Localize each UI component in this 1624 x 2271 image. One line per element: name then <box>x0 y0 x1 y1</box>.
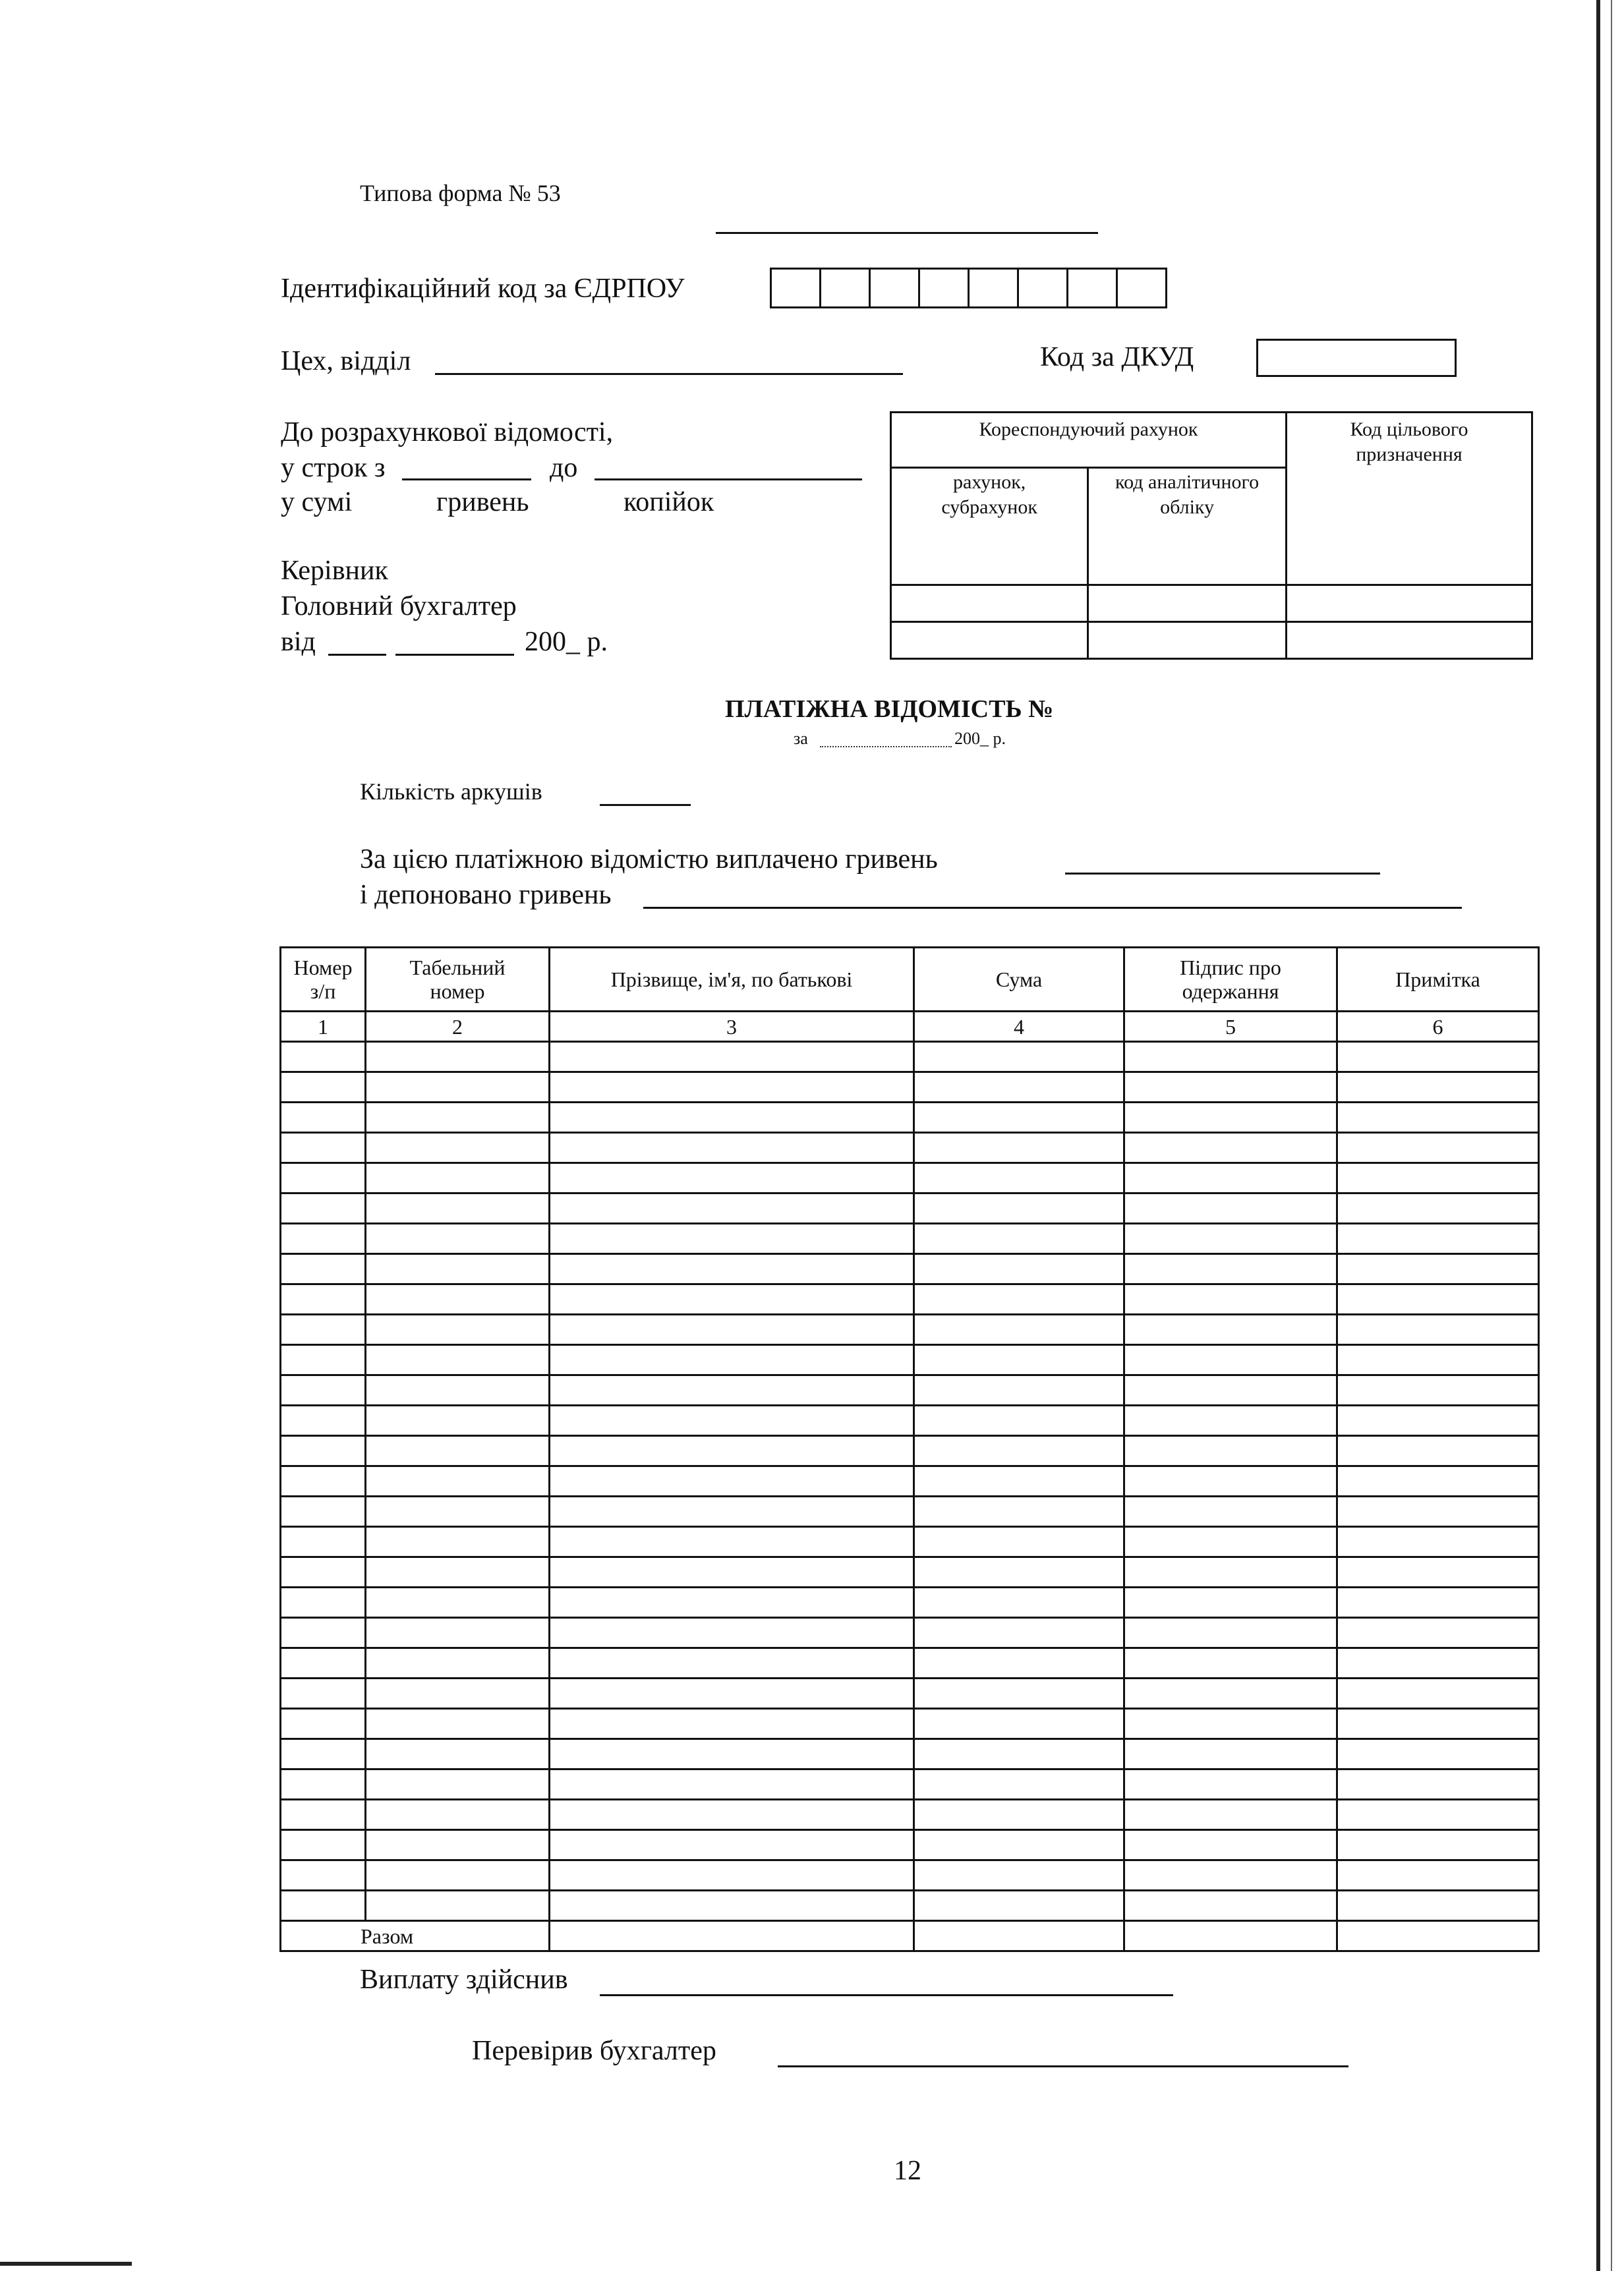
table-cell[interactable] <box>281 1315 366 1345</box>
table-cell[interactable] <box>1124 1739 1337 1769</box>
table-row <box>281 1193 1539 1224</box>
table-cell[interactable] <box>366 1830 550 1860</box>
paid-amount-field[interactable] <box>1065 873 1380 875</box>
table-cell[interactable] <box>281 1830 366 1860</box>
table-cell[interactable] <box>1337 1648 1539 1679</box>
col-num-2: 2 <box>366 1012 550 1042</box>
table-row <box>281 1648 1539 1679</box>
chief-accountant-label: Головний бухгалтер <box>281 591 517 621</box>
table-cell[interactable] <box>914 1648 1124 1679</box>
table-cell[interactable] <box>281 1436 366 1466</box>
table-row <box>281 1406 1539 1436</box>
table-cell[interactable] <box>1337 1497 1539 1527</box>
header-number: Номер з/п <box>281 948 366 1012</box>
table-cell[interactable] <box>1124 1436 1337 1466</box>
table-cell[interactable] <box>281 1769 366 1800</box>
table-cell[interactable] <box>366 1648 550 1679</box>
corr-cell[interactable] <box>1286 585 1532 622</box>
edrpou-code-boxes[interactable] <box>770 268 1167 308</box>
table-cell[interactable] <box>1337 1769 1539 1800</box>
table-cell[interactable] <box>1124 1769 1337 1800</box>
table-cell[interactable] <box>914 1406 1124 1436</box>
header-signature: Підпис про одержання <box>1124 948 1337 1012</box>
table-cell[interactable] <box>281 1557 366 1588</box>
term-to-label: до <box>550 453 578 483</box>
table-row <box>281 1072 1539 1103</box>
table-cell[interactable] <box>1337 1224 1539 1254</box>
table-cell[interactable] <box>281 1679 366 1709</box>
table-cell[interactable] <box>366 1527 550 1557</box>
table-cell[interactable] <box>1337 1436 1539 1466</box>
table-cell[interactable] <box>1337 1163 1539 1193</box>
table-cell[interactable] <box>914 1860 1124 1891</box>
scan-edge <box>1596 0 1600 2271</box>
table-row <box>281 1527 1539 1557</box>
table-cell[interactable] <box>1124 1284 1337 1315</box>
sheets-label: Кількість аркушів <box>360 778 542 805</box>
corr-cell[interactable] <box>891 622 1088 659</box>
table-cell[interactable] <box>366 1284 550 1315</box>
table-cell[interactable] <box>550 1679 914 1709</box>
table-row <box>281 1830 1539 1860</box>
col-num-6: 6 <box>1337 1012 1539 1042</box>
table-cell[interactable] <box>1337 1891 1539 1921</box>
paid-by-label: Виплату здійснив <box>360 1965 568 1995</box>
table-row <box>281 1042 1539 1072</box>
table-cell[interactable] <box>1124 1891 1337 1921</box>
table-cell[interactable] <box>914 1163 1124 1193</box>
table-cell[interactable] <box>366 1103 550 1133</box>
table-cell[interactable] <box>550 1254 914 1284</box>
table-cell[interactable] <box>1337 1588 1539 1618</box>
title-year: 200_ р. <box>954 729 1006 748</box>
table-cell[interactable] <box>550 1830 914 1860</box>
analytic-code-header: код аналітичного обліку <box>1088 468 1287 585</box>
sum-prefix: у сумі <box>281 487 353 517</box>
table-cell[interactable] <box>914 1042 1124 1072</box>
table-cell[interactable] <box>1124 1406 1337 1436</box>
table-row <box>281 1254 1539 1284</box>
table-cell[interactable] <box>550 1133 914 1163</box>
table-cell[interactable] <box>366 1375 550 1406</box>
table-cell[interactable] <box>1124 1557 1337 1588</box>
document-title: ПЛАТІЖНА ВІДОМІСТЬ № <box>725 695 1054 723</box>
table-cell[interactable] <box>281 1739 366 1769</box>
table-cell[interactable] <box>550 1648 914 1679</box>
checked-by-label: Перевірив бухгалтер <box>472 2036 716 2066</box>
col-num-5: 5 <box>1124 1012 1337 1042</box>
table-cell[interactable] <box>281 1345 366 1375</box>
table-cell[interactable] <box>1124 1163 1337 1193</box>
table-cell[interactable] <box>914 1254 1124 1284</box>
table-cell[interactable] <box>366 1769 550 1800</box>
table-cell[interactable] <box>1337 1739 1539 1769</box>
table-body <box>281 1042 1539 1921</box>
table-row <box>281 1588 1539 1618</box>
table-cell[interactable] <box>366 1254 550 1284</box>
deposited-label: і депоновано гривень <box>360 880 612 910</box>
table-cell[interactable] <box>281 1042 366 1072</box>
table-header-row <box>281 948 1539 1012</box>
target-code-header: Код цільового призначення <box>1286 413 1532 585</box>
table-cell[interactable] <box>550 1406 914 1436</box>
scan-bottom-mark <box>0 2262 132 2266</box>
table-cell[interactable] <box>914 1466 1124 1497</box>
table-cell[interactable] <box>914 1769 1124 1800</box>
hryvnia-label: гривень <box>436 487 529 517</box>
table-row <box>281 1497 1539 1527</box>
table-cell[interactable] <box>550 1375 914 1406</box>
table-cell[interactable] <box>914 1497 1124 1527</box>
table-cell[interactable] <box>366 1436 550 1466</box>
table-cell[interactable] <box>366 1618 550 1648</box>
total-sum-cell[interactable] <box>914 1921 1124 1951</box>
table-row <box>281 1800 1539 1830</box>
table-cell[interactable] <box>281 1860 366 1891</box>
dept-label: Цех, відділ <box>281 346 411 376</box>
table-cell[interactable] <box>550 1769 914 1800</box>
table-cell[interactable] <box>281 1466 366 1497</box>
table-row <box>281 1315 1539 1345</box>
table-cell[interactable] <box>550 1224 914 1254</box>
table-cell[interactable] <box>281 1284 366 1315</box>
corr-account-header: Кореспондуючий рахунок <box>891 413 1287 468</box>
table-cell[interactable] <box>914 1284 1124 1315</box>
table-cell[interactable] <box>914 1193 1124 1224</box>
table-cell[interactable] <box>366 1891 550 1921</box>
table-cell[interactable] <box>550 1466 914 1497</box>
column-number-row <box>281 1012 1539 1042</box>
col-num-1: 1 <box>281 1012 366 1042</box>
table-row <box>281 1891 1539 1921</box>
table-cell[interactable] <box>1124 1072 1337 1103</box>
table-cell[interactable] <box>366 1466 550 1497</box>
table-cell[interactable] <box>914 1800 1124 1830</box>
table-cell[interactable] <box>1337 1406 1539 1436</box>
table-row <box>281 1860 1539 1891</box>
edrpou-label: Ідентифікаційний код за ЄДРПОУ <box>281 273 685 304</box>
table-cell[interactable] <box>1124 1648 1337 1679</box>
table-row <box>281 1224 1539 1254</box>
table-cell[interactable] <box>281 1103 366 1133</box>
table-cell[interactable] <box>1124 1830 1337 1860</box>
table-row <box>281 1739 1539 1769</box>
table-cell[interactable] <box>281 1193 366 1224</box>
table-cell[interactable] <box>1337 1284 1539 1315</box>
table-cell[interactable] <box>550 1709 914 1739</box>
table-cell[interactable] <box>281 1709 366 1739</box>
table-cell[interactable] <box>281 1648 366 1679</box>
paid-label: За цією платіжною відомістю виплачено гривень <box>360 844 938 875</box>
total-cell[interactable] <box>1337 1921 1539 1951</box>
table-cell[interactable] <box>914 1588 1124 1618</box>
table-cell[interactable] <box>366 1679 550 1709</box>
table-cell[interactable] <box>550 1315 914 1345</box>
table-cell[interactable] <box>1337 1557 1539 1588</box>
table-cell[interactable] <box>366 1315 550 1345</box>
table-cell[interactable] <box>1124 1133 1337 1163</box>
table-cell[interactable] <box>366 1345 550 1375</box>
table-cell[interactable] <box>1337 1860 1539 1891</box>
table-cell[interactable] <box>914 1345 1124 1375</box>
deposited-amount-field[interactable] <box>643 907 1462 909</box>
table-cell[interactable] <box>914 1709 1124 1739</box>
dkud-code-box[interactable] <box>1256 339 1457 377</box>
header-note: Примітка <box>1337 948 1539 1012</box>
sheets-field[interactable] <box>600 804 691 806</box>
date-day-field[interactable] <box>328 654 386 656</box>
table-cell[interactable] <box>914 1224 1124 1254</box>
table-cell[interactable] <box>1337 1193 1539 1224</box>
table-cell[interactable] <box>1124 1618 1337 1648</box>
table-cell[interactable] <box>1337 1315 1539 1345</box>
table-cell[interactable] <box>1124 1497 1337 1527</box>
table-cell[interactable] <box>281 1800 366 1830</box>
table-cell[interactable] <box>550 1436 914 1466</box>
table-row <box>281 1163 1539 1193</box>
table-cell[interactable] <box>1124 1193 1337 1224</box>
header-sum: Сума <box>914 948 1124 1012</box>
sub-account-header: рахунок, субрахунок <box>891 468 1088 585</box>
table-cell[interactable] <box>914 1072 1124 1103</box>
table-row <box>281 1103 1539 1133</box>
table-cell[interactable] <box>914 1557 1124 1588</box>
paid-by-field[interactable] <box>600 1994 1173 1996</box>
table-cell[interactable] <box>366 1193 550 1224</box>
table-cell[interactable] <box>1124 1527 1337 1557</box>
table-cell[interactable] <box>1124 1103 1337 1133</box>
table-cell[interactable] <box>550 1618 914 1648</box>
table-cell[interactable] <box>1337 1133 1539 1163</box>
total-cell[interactable] <box>550 1921 914 1951</box>
table-row <box>281 1618 1539 1648</box>
header-full-name: Прізвище, ім'я, по батькові <box>550 948 914 1012</box>
total-row <box>281 1921 1539 1951</box>
col-num-4: 4 <box>914 1012 1124 1042</box>
table-cell[interactable] <box>914 1527 1124 1557</box>
form-number: Типова форма № 53 <box>360 180 561 206</box>
table-cell[interactable] <box>550 1800 914 1830</box>
table-cell[interactable] <box>550 1860 914 1891</box>
date-year: 200_ р. <box>525 627 608 657</box>
table-cell[interactable] <box>550 1042 914 1072</box>
table-cell[interactable] <box>914 1315 1124 1345</box>
table-cell[interactable] <box>550 1739 914 1769</box>
table-cell[interactable] <box>281 1072 366 1103</box>
table-cell[interactable] <box>366 1709 550 1739</box>
table-cell[interactable] <box>281 1588 366 1618</box>
table-row <box>281 1466 1539 1497</box>
table-cell[interactable] <box>366 1557 550 1588</box>
table-cell[interactable] <box>550 1193 914 1224</box>
total-label: Разом <box>281 1921 550 1951</box>
table-cell[interactable] <box>914 1133 1124 1163</box>
table-cell[interactable] <box>914 1436 1124 1466</box>
table-row <box>281 1769 1539 1800</box>
page-number: 12 <box>894 2156 921 2186</box>
table-cell[interactable] <box>281 1254 366 1284</box>
header-tab-number: Табельний номер <box>366 948 550 1012</box>
table-cell[interactable] <box>550 1557 914 1588</box>
table-cell[interactable] <box>281 1133 366 1163</box>
table-cell[interactable] <box>914 1891 1124 1921</box>
manager-label: Керівник <box>281 556 388 586</box>
table-cell[interactable] <box>1337 1042 1539 1072</box>
table-cell[interactable] <box>1124 1800 1337 1830</box>
table-cell[interactable] <box>914 1375 1124 1406</box>
table-cell[interactable] <box>281 1497 366 1527</box>
scan-edge-thin <box>1611 0 1612 2271</box>
table-cell[interactable] <box>281 1163 366 1193</box>
table-cell[interactable] <box>914 1679 1124 1709</box>
table-row <box>281 1133 1539 1163</box>
date-month-field[interactable] <box>395 654 514 656</box>
table-cell[interactable] <box>1337 1375 1539 1406</box>
table-cell[interactable] <box>1124 1224 1337 1254</box>
title-for: за <box>794 729 808 748</box>
table-cell[interactable] <box>1124 1679 1337 1709</box>
date-from-label: від <box>281 627 316 657</box>
correspondence-table <box>890 411 1533 660</box>
kopiyok-label: копійок <box>624 487 714 517</box>
title-date-field[interactable] <box>820 746 952 747</box>
table-cell[interactable] <box>366 1163 550 1193</box>
table-cell[interactable] <box>550 1103 914 1133</box>
corr-cell[interactable] <box>1286 622 1532 659</box>
to-statement: До розрахункової відомості, <box>281 417 614 447</box>
corr-cell[interactable] <box>1088 585 1287 622</box>
table-row <box>281 1375 1539 1406</box>
table-cell[interactable] <box>366 1800 550 1830</box>
term-from-field[interactable] <box>402 478 531 480</box>
table-cell[interactable] <box>366 1224 550 1254</box>
table-row <box>281 1284 1539 1315</box>
table-cell[interactable] <box>366 1072 550 1103</box>
table-cell[interactable] <box>1337 1072 1539 1103</box>
table-cell[interactable] <box>1337 1103 1539 1133</box>
table-row <box>281 1436 1539 1466</box>
table-cell[interactable] <box>281 1224 366 1254</box>
table-cell[interactable] <box>1337 1830 1539 1860</box>
table-cell[interactable] <box>366 1133 550 1163</box>
table-cell[interactable] <box>914 1103 1124 1133</box>
table-cell[interactable] <box>550 1497 914 1527</box>
table-cell[interactable] <box>1124 1860 1337 1891</box>
table-cell[interactable] <box>1124 1254 1337 1284</box>
table-cell[interactable] <box>1124 1466 1337 1497</box>
col-num-3: 3 <box>550 1012 914 1042</box>
table-cell[interactable] <box>550 1072 914 1103</box>
table-cell[interactable] <box>1124 1375 1337 1406</box>
table-cell[interactable] <box>550 1527 914 1557</box>
table-cell[interactable] <box>1337 1679 1539 1709</box>
table-cell[interactable] <box>366 1739 550 1769</box>
table-cell[interactable] <box>1337 1466 1539 1497</box>
table-row <box>281 1709 1539 1739</box>
table-cell[interactable] <box>366 1406 550 1436</box>
table-cell[interactable] <box>914 1618 1124 1648</box>
corr-cell[interactable] <box>891 585 1088 622</box>
table-row <box>281 1679 1539 1709</box>
checked-by-field[interactable] <box>778 2065 1348 2067</box>
table-cell[interactable] <box>1124 1345 1337 1375</box>
table-cell[interactable] <box>1337 1254 1539 1284</box>
term-to-field[interactable] <box>594 478 862 480</box>
table-cell[interactable] <box>550 1345 914 1375</box>
table-cell[interactable] <box>1124 1588 1337 1618</box>
table-cell[interactable] <box>366 1042 550 1072</box>
table-cell[interactable] <box>550 1284 914 1315</box>
table-cell[interactable] <box>1337 1345 1539 1375</box>
table-row <box>281 1345 1539 1375</box>
table-cell[interactable] <box>281 1375 366 1406</box>
table-cell[interactable] <box>281 1618 366 1648</box>
table-cell[interactable] <box>1337 1618 1539 1648</box>
table-cell[interactable] <box>281 1891 366 1921</box>
table-cell[interactable] <box>281 1527 366 1557</box>
table-cell[interactable] <box>1124 1042 1337 1072</box>
term-from-label: у строк з <box>281 453 386 483</box>
table-cell[interactable] <box>1124 1315 1337 1345</box>
table-cell[interactable] <box>914 1830 1124 1860</box>
corr-cell[interactable] <box>1088 622 1287 659</box>
table-cell[interactable] <box>1337 1527 1539 1557</box>
dept-field[interactable] <box>435 373 903 375</box>
table-row <box>281 1557 1539 1588</box>
total-cell[interactable] <box>1124 1921 1337 1951</box>
table-cell[interactable] <box>1337 1709 1539 1739</box>
table-cell[interactable] <box>914 1739 1124 1769</box>
table-cell[interactable] <box>366 1588 550 1618</box>
table-cell[interactable] <box>1124 1709 1337 1739</box>
payroll-table <box>279 946 1540 1952</box>
table-cell[interactable] <box>550 1588 914 1618</box>
table-cell[interactable] <box>550 1891 914 1921</box>
table-cell[interactable] <box>366 1497 550 1527</box>
table-cell[interactable] <box>366 1860 550 1891</box>
table-cell[interactable] <box>1337 1800 1539 1830</box>
table-cell[interactable] <box>550 1163 914 1193</box>
form-number-underline <box>716 232 1098 234</box>
table-cell[interactable] <box>281 1406 366 1436</box>
dkud-label: Код за ДКУД <box>1040 342 1194 372</box>
